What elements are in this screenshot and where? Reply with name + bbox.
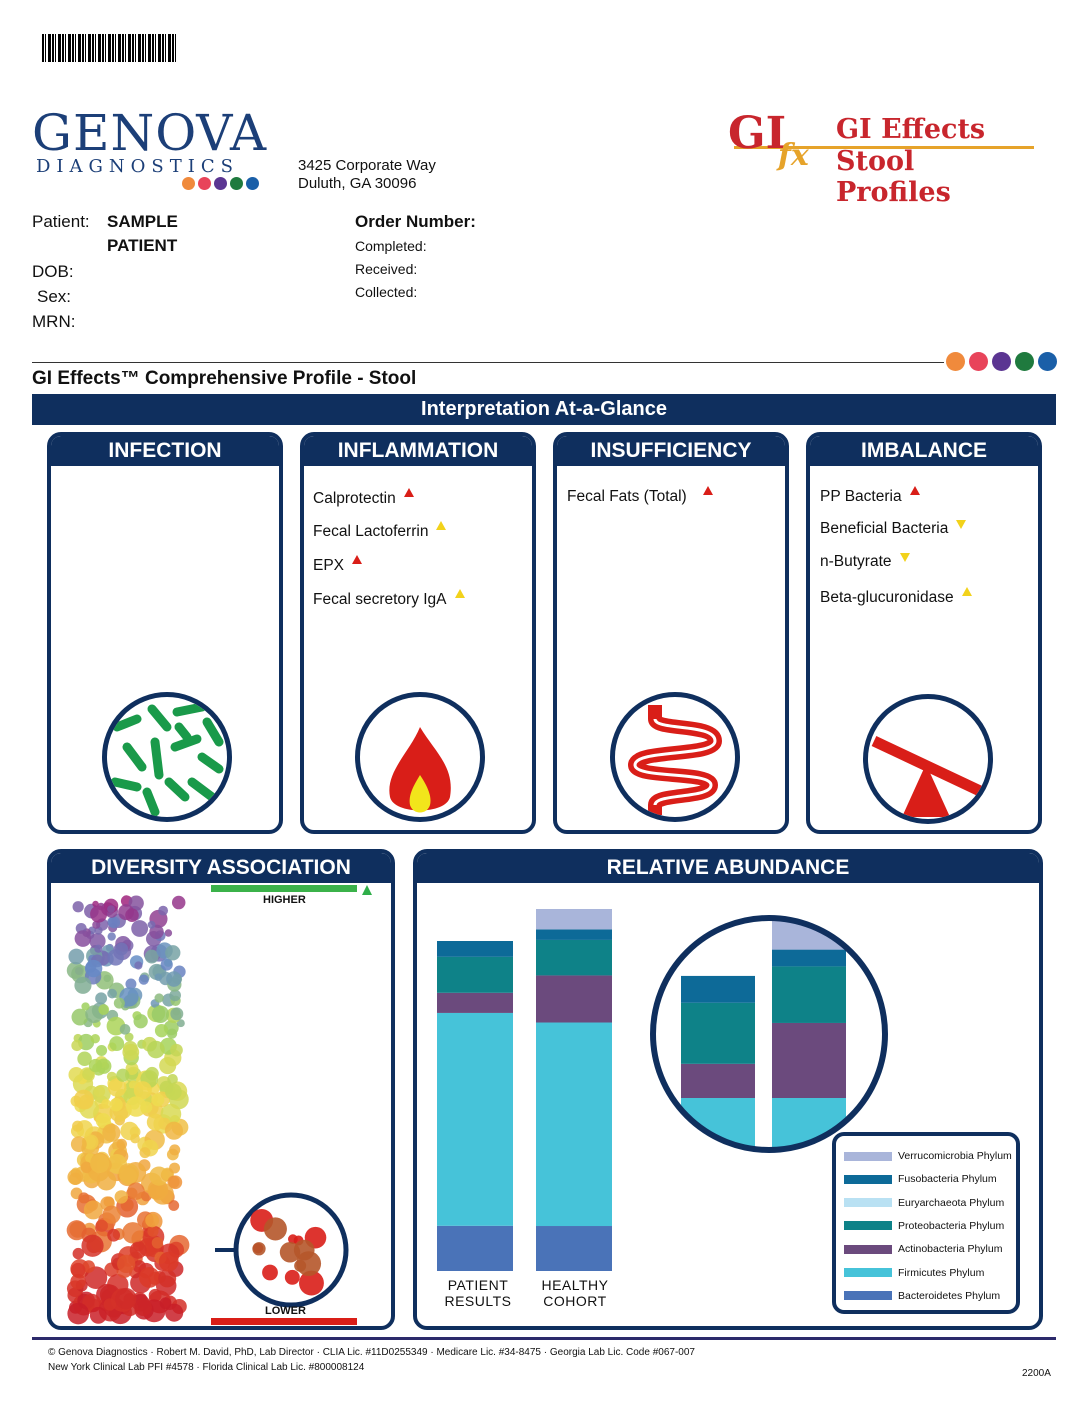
zoom-bar-segment: [681, 1064, 755, 1098]
bar-segment: [437, 1226, 513, 1271]
diversity-bubble: [71, 1040, 82, 1051]
diversity-bubble: [116, 1069, 129, 1082]
genova-logo-subtitle: DIAGNOSTICS: [36, 156, 239, 177]
diversity-bubble: [158, 906, 168, 916]
diversity-bubble: [107, 917, 117, 927]
legend-item: [844, 1220, 1004, 1232]
barcode-icon: [42, 34, 176, 62]
diversity-bubble: [155, 1024, 168, 1037]
diversity-bubble: [90, 1154, 109, 1173]
zoom-bubble: [262, 1265, 278, 1281]
logo-dots: [182, 177, 259, 190]
diversity-bubble: [116, 1139, 127, 1150]
mrn-label: MRN:: [32, 312, 76, 331]
diversity-bubble: [94, 1086, 105, 1097]
diversity-bubble: [107, 1229, 120, 1242]
diversity-bubble: [147, 1114, 164, 1131]
legend-item: [844, 1267, 984, 1279]
diversity-bubble: [158, 1269, 176, 1287]
marker-n-butyrate: n-Butyrate: [820, 553, 910, 571]
marker-beneficial-bacteria: Beneficial Bacteria: [820, 520, 966, 538]
infection-title: INFECTION: [51, 436, 279, 466]
diversity-bubble: [89, 1059, 102, 1072]
bar-segment: [536, 929, 612, 940]
zoom-bar-segment: [772, 950, 846, 967]
phylum-legend: [832, 1132, 1020, 1314]
legend-item: [844, 1173, 997, 1185]
flag-up-red-icon: [703, 486, 713, 495]
legend-swatch: [844, 1268, 892, 1277]
diversity-bubble: [107, 989, 117, 999]
diversity-bubble: [131, 920, 148, 937]
legend-item: [844, 1150, 1012, 1162]
received-label: Received:: [355, 261, 418, 277]
diversity-title: DIVERSITY ASSOCIATION: [51, 853, 391, 883]
insufficiency-title: INSUFFICIENCY: [557, 436, 785, 466]
zoom-bar-segment: [772, 1023, 846, 1098]
diversity-bubble: [130, 1242, 147, 1259]
legend-item: [844, 1197, 1004, 1209]
marker-lactoferrin: Fecal Lactoferrin: [313, 521, 446, 541]
flag-down-yellow-icon: [900, 553, 910, 562]
diversity-bubble: [107, 905, 115, 913]
legend-label: Verrucomicrobia Phylum: [898, 1150, 1012, 1162]
legend-label: Proteobacteria Phylum: [898, 1219, 1005, 1232]
patient-name-line1: SAMPLE: [107, 212, 178, 231]
diversity-bubble: [95, 992, 107, 1004]
seesaw-icon: [863, 694, 993, 824]
diversity-bubbles-icon: [51, 883, 391, 1328]
diversity-bubble: [108, 932, 116, 940]
bar-segment: [437, 993, 513, 1013]
diversity-bubble: [68, 1067, 84, 1083]
diversity-bubble: [85, 960, 102, 977]
diversity-bubble: [75, 930, 92, 947]
zoom-bubble: [285, 1270, 300, 1285]
legend-swatch: [844, 1198, 892, 1207]
diversity-bubble: [139, 1147, 150, 1158]
diversity-bubble: [169, 1144, 180, 1155]
diversity-bubble: [67, 1303, 89, 1325]
diversity-bubble: [159, 1057, 176, 1074]
lab-address: 3425 Corporate Way Duluth, GA 30096: [298, 157, 436, 192]
footer-line2: New York Clinical Lab PFI #4578 · Florida Clinical Lab Lic. #800008124: [48, 1362, 365, 1373]
dob-label: DOB:: [32, 262, 74, 281]
diversity-bubble: [172, 896, 185, 909]
diversity-bubble: [167, 1074, 178, 1085]
diversity-bubble: [120, 1024, 131, 1035]
diversity-bubble: [96, 1045, 107, 1056]
bar-segment: [536, 1023, 612, 1226]
diversity-bubble: [109, 1036, 124, 1051]
diversity-bubble: [168, 1175, 182, 1189]
diversity-bubble: [155, 973, 163, 981]
bar-segment: [536, 909, 612, 929]
footer-divider: [32, 1337, 1056, 1340]
diversity-bubble: [127, 1182, 144, 1199]
diversity-bubble: [122, 1222, 143, 1243]
diversity-bubble: [74, 1090, 94, 1110]
diversity-bubble: [115, 1190, 128, 1203]
infection-card: [47, 432, 283, 834]
flag-up-red-icon: [910, 486, 920, 495]
marker-pp-bacteria: PP Bacteria: [820, 486, 920, 506]
flag-up-red-icon: [352, 555, 362, 564]
footer-line1: © Genova Diagnostics · Robert M. David, PhD, Lab Director · CLIA Lic. #11D0255349 · Medicare Lic. #34-8475 · Georgia Lab Lic. Code #067-007: [48, 1347, 695, 1358]
diversity-bubble: [170, 1007, 183, 1020]
diversity-bubble: [114, 998, 125, 1009]
diversity-bubble: [165, 1122, 183, 1140]
bar-segment: [437, 941, 513, 957]
diversity-bubble: [165, 1304, 183, 1322]
diversity-bubble: [145, 1067, 158, 1080]
diversity-bubble: [169, 1163, 180, 1174]
order-number-label: Order Number:: [355, 212, 476, 231]
flag-up-red-icon: [404, 488, 414, 497]
diversity-bubble: [81, 1002, 89, 1010]
diversity-bubble: [139, 975, 149, 985]
abundance-title: RELATIVE ABUNDANCE: [417, 853, 1039, 883]
diversity-bubble: [130, 1134, 140, 1144]
diversity-bubble: [120, 1168, 137, 1185]
legend-label: Fusobacteria Phylum: [898, 1173, 997, 1186]
bar-segment: [536, 940, 612, 975]
diversity-bubble: [134, 1299, 152, 1317]
patient-label: Patient:: [32, 212, 90, 231]
intestine-icon: [610, 692, 740, 822]
zoom-bubble: [252, 1242, 265, 1255]
higher-label: HIGHER: [263, 894, 306, 906]
bacteria-icon: [102, 692, 232, 822]
diversity-bubble: [165, 1083, 182, 1100]
lower-label: LOWER: [265, 1305, 306, 1317]
imbalance-card: [806, 432, 1042, 834]
bar-segment: [437, 957, 513, 993]
bar-segment: [536, 1226, 612, 1271]
diversity-bubble: [165, 945, 180, 960]
healthy-cohort-label: HEALTHY COHORT: [541, 1277, 609, 1309]
diversity-bubble: [170, 1044, 183, 1057]
diversity-bubble: [139, 1267, 160, 1288]
marker-fecal-fats: Fecal Fats (Total): [567, 486, 713, 506]
header-dots: [946, 352, 1057, 371]
diversity-bubble: [117, 1255, 135, 1273]
diversity-bubble: [122, 1044, 139, 1061]
diversity-bubble: [104, 1298, 116, 1310]
diversity-bubble: [73, 901, 84, 912]
imbalance-title: IMBALANCE: [810, 436, 1038, 466]
flag-up-yellow-icon: [455, 589, 465, 598]
legend-swatch: [844, 1291, 892, 1300]
legend-item: [844, 1243, 1002, 1255]
diversity-bubble: [94, 945, 102, 953]
diversity-bubble: [147, 1226, 158, 1237]
zoom-bar-segment: [681, 1003, 755, 1064]
diversity-bubble: [67, 962, 84, 979]
diversity-bubble: [166, 971, 182, 987]
form-code: 2200A: [1022, 1368, 1051, 1379]
zoom-bar-segment: [681, 976, 755, 1003]
legend-swatch: [844, 1152, 892, 1161]
zoom-bar-segment: [772, 966, 846, 1023]
diversity-bubble: [151, 1093, 164, 1106]
inflammation-card: [300, 432, 536, 834]
diversity-bubble: [167, 1029, 177, 1039]
diversity-bubble: [68, 949, 84, 965]
flame-icon: [355, 692, 485, 822]
diversity-bubble: [96, 1220, 108, 1232]
diversity-bubble: [102, 1124, 120, 1142]
diversity-bubble: [154, 993, 163, 1002]
diversity-bubble: [115, 943, 128, 956]
diversity-bubble: [165, 929, 172, 936]
diversity-bubble: [81, 1235, 103, 1257]
completed-label: Completed:: [355, 238, 427, 254]
inflammation-title: INFLAMMATION: [304, 436, 532, 466]
diversity-bubble: [145, 1213, 159, 1227]
bar-segment: [536, 975, 612, 1022]
diversity-bubble: [74, 977, 91, 994]
marker-calprotectin: Calprotectin: [313, 488, 414, 508]
legend-label: Firmicutes Phylum: [898, 1266, 985, 1279]
diversity-bubble: [148, 921, 156, 929]
diversity-bubble: [98, 1004, 109, 1015]
zoom-bubble: [264, 1217, 287, 1240]
genova-logo: GENOVA: [32, 104, 268, 162]
legend-item: [844, 1290, 1000, 1302]
marker-beta-glucuronidase: Beta-glucuronidase: [820, 587, 972, 607]
flag-up-yellow-icon: [436, 521, 446, 530]
legend-label: Actinobacteria Phylum: [898, 1243, 1003, 1256]
diversity-bubble: [140, 1101, 152, 1113]
marker-epx: EPX: [313, 555, 362, 575]
diversity-bubble: [90, 1307, 107, 1324]
diversity-bubble: [115, 1288, 136, 1309]
diversity-bubble: [71, 1263, 86, 1278]
diversity-bubble: [101, 1099, 111, 1109]
diversity-bubble: [152, 1006, 169, 1023]
sex-label: Sex:: [37, 287, 72, 306]
diversity-bubble: [72, 1121, 83, 1132]
glance-banner: Interpretation At-a-Glance: [32, 394, 1056, 425]
diversity-bubble: [110, 1098, 123, 1111]
bar-segment: [437, 1013, 513, 1226]
diversity-bubble: [134, 1014, 148, 1028]
diversity-bubble: [67, 1169, 83, 1185]
legend-label: Bacteroidetes Phylum: [898, 1289, 1001, 1302]
profile-title: GI Effects™ Comprehensive Profile - Stool: [32, 368, 417, 389]
diversity-bubble: [90, 905, 107, 922]
legend-swatch: [844, 1175, 892, 1184]
diversity-card: [47, 849, 395, 1330]
zoom-bubble: [294, 1240, 315, 1261]
diversity-bubble: [125, 908, 139, 922]
diversity-bubble: [152, 1237, 163, 1248]
marker-siga: Fecal secretory IgA: [313, 589, 465, 609]
insufficiency-card: [553, 432, 789, 834]
patient-results-label: PATIENT RESULTS: [444, 1277, 512, 1309]
flag-up-yellow-icon: [962, 587, 972, 596]
diversity-bubble: [91, 1034, 100, 1043]
diversity-bubble: [71, 1136, 87, 1152]
legend-swatch: [844, 1245, 892, 1254]
diversity-bubble: [134, 961, 142, 969]
diversity-bubble: [149, 1166, 168, 1185]
flag-down-yellow-icon: [956, 520, 966, 529]
gi-effects-logo: GI fx GI Effects Stool Profiles: [726, 108, 1038, 183]
legend-label: Euryarchaeota Phylum: [898, 1196, 1005, 1209]
legend-swatch: [844, 1221, 892, 1230]
section-divider: [32, 362, 944, 363]
diversity-bubble: [147, 1041, 165, 1059]
diversity-bubble: [78, 1192, 89, 1203]
diversity-bubble: [159, 1252, 179, 1272]
collected-label: Collected:: [355, 284, 418, 300]
patient-name-line2: PATIENT: [107, 236, 178, 255]
